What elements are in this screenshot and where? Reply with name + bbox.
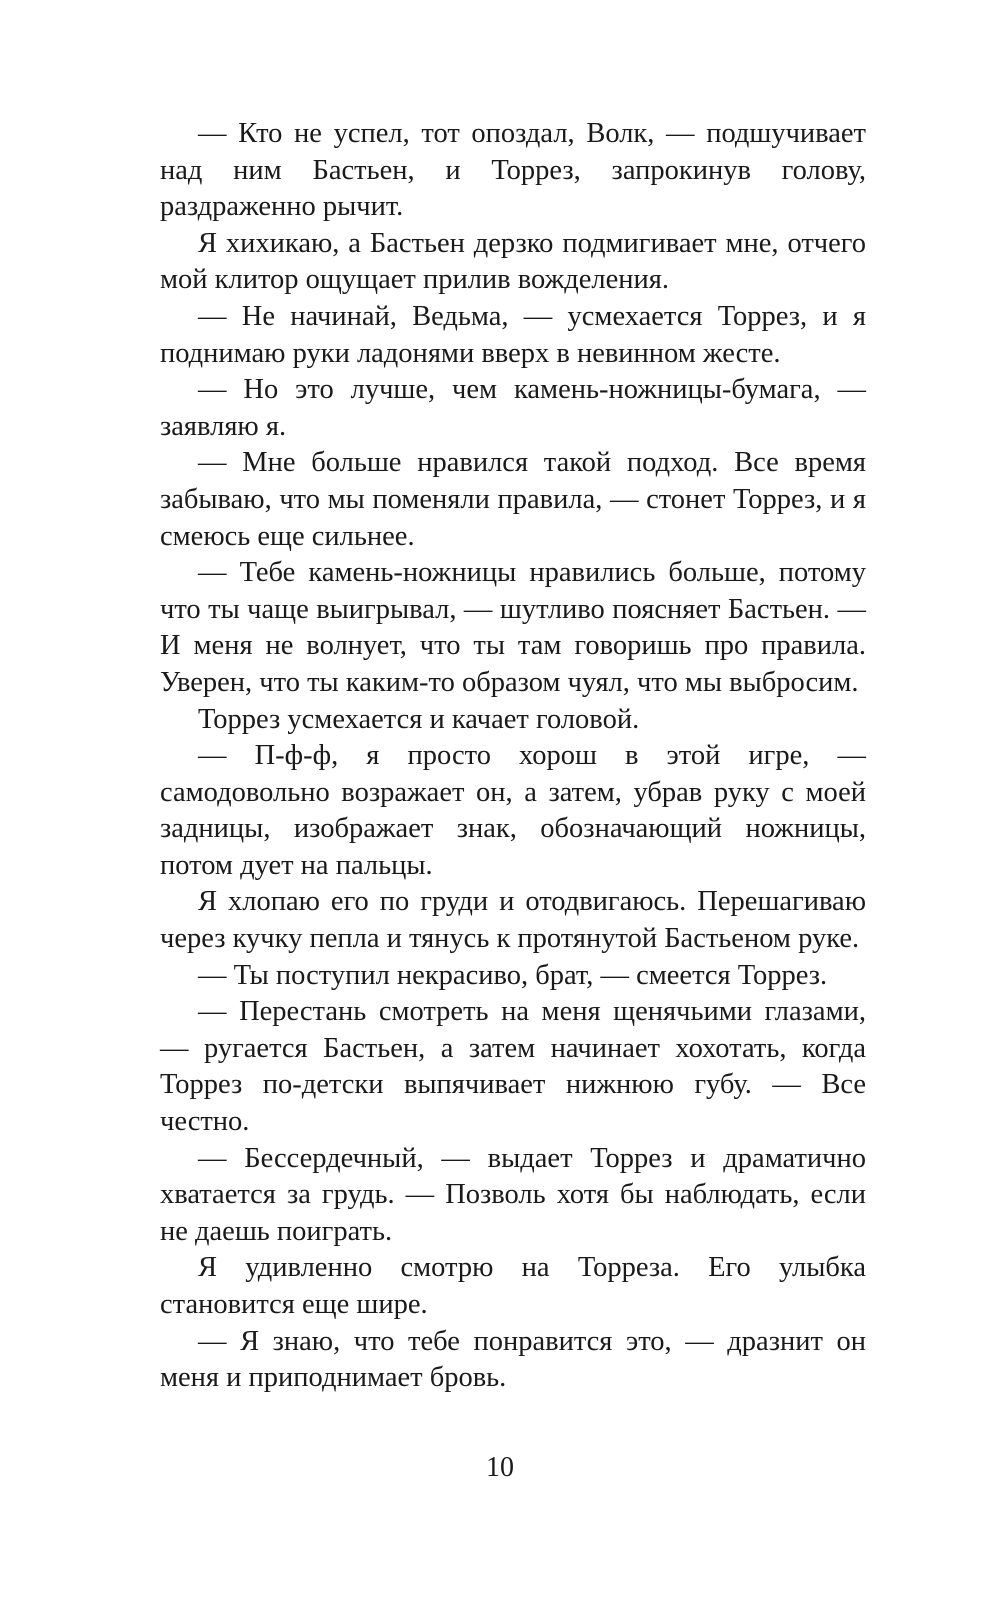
page-number: 10 — [486, 1452, 514, 1483]
paragraph: Торрез усмехается и качает головой. — [198, 703, 640, 735]
paragraph: Я удивленно смотрю на Торреза. Его улыбка становится еще шире. — [160, 1252, 866, 1320]
paragraph: — Кто не успел, тот опоздал, Волк, — подшучивает над ним Бастьен, и Торрез, запрокинув голову, раздраженно рычит. — [160, 118, 866, 223]
paragraph: — Перестань смотреть на меня щенячьими глазами, — ругается Бастьен, а затем начинает хохотать, когда Торрез по-детски выпячивает нижнюю губу. — Все честно. — [160, 996, 866, 1138]
paragraph: — Тебе камень-ножницы нравились больше, потому что ты чаще выигрывал, — шутливо поясняет Бастьен. — И меня не волнует, что ты там говоришь про правила. Уверен, что ты каким-то образом чуял, что мы выбросим. — [160, 557, 866, 698]
paragraph: — Бессердечный, — выдает Торрез и драматично хватается за грудь. — Позволь хотя бы наблюдать, если не даешь поиграть. — [160, 1142, 866, 1247]
paragraph: Я хлопаю его по груди и отодвигаюсь. Перешагиваю через кучку пепла и тянусь к протянутой Бастьеном руке. — [160, 886, 866, 955]
paragraph: — Мне больше нравился такой подход. Все время забываю, что мы поменяли правила, — стонет Торрез, и я смеюсь еще сильнее. — [160, 447, 866, 552]
paragraph: — Ты поступил некрасиво, брат, — смеется Торрез. — [198, 959, 828, 991]
paragraph: — П-ф-ф, я просто хорош в этой игре, — самодовольно возражает он, а затем, убрав руку с моей задницы, изображает знак, обозначающий ножницы, потом дует на пальцы. — [160, 740, 866, 881]
body-text — [160, 116, 866, 1397]
paragraph: — Не начинай, Ведьма, — усмехается Торрез, и я поднимаю руки ладонями вверх в невинном жесте. — [160, 300, 866, 369]
paragraph: — Но это лучше, чем камень-ножницы-бумага, — заявляю я. — [160, 374, 866, 442]
paragraph: — Я знаю, что тебе понравится это, — дразнит он меня и приподнимает бровь. — [160, 1325, 866, 1394]
paragraph: Я хихикаю, а Бастьен дерзко подмигивает мне, отчего мой клитор ощущает прилив вожделения. — [160, 227, 866, 296]
